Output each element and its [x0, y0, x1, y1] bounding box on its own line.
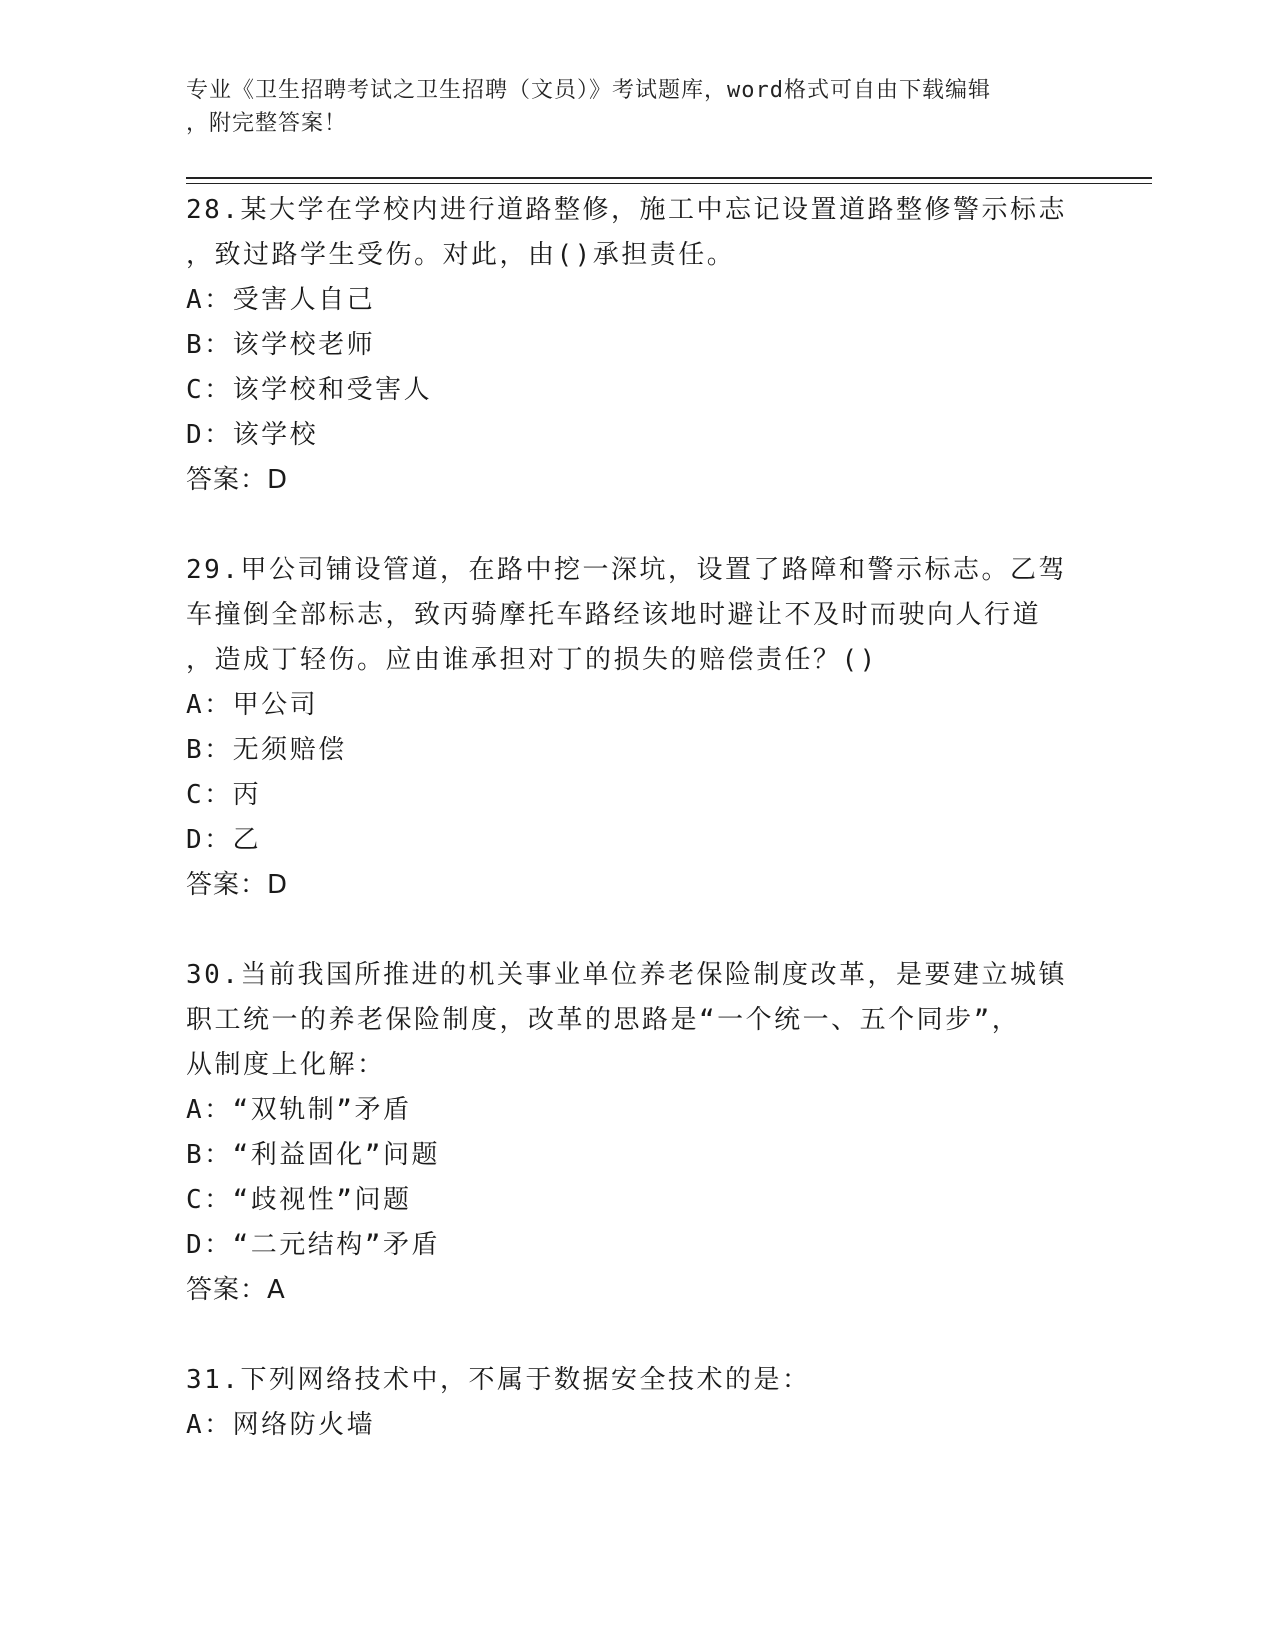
document-header	[186, 74, 1066, 140]
header-rule-thin	[186, 183, 1152, 184]
header-line-1: 专业《卫生招聘考试之卫生招聘（文员）》考试题库，word格式可自由下载编辑	[186, 78, 991, 103]
option-d: D：乙	[186, 825, 262, 855]
option-b: B：“利益固化”问题	[186, 1140, 440, 1170]
option-d: D：该学校	[186, 420, 319, 450]
question-separator	[186, 908, 1086, 953]
question-separator	[186, 1313, 1086, 1358]
option-a: A：网络防火墙	[186, 1410, 376, 1440]
question-30	[186, 953, 1086, 1313]
question-stem-line: 31.下列网络技术中，不属于数据安全技术的是：	[186, 1365, 811, 1395]
question-29	[186, 548, 1086, 908]
option-c: C：该学校和受害人	[186, 375, 433, 405]
option-c: C：丙	[186, 780, 262, 810]
answer-line: 答案：D	[186, 870, 289, 900]
answer-line: 答案：D	[186, 465, 289, 495]
question-stem-line: 30.当前我国所推进的机关事业单位养老保险制度改革，是要建立城镇	[186, 960, 1067, 990]
question-stem-line: ，致过路学生受伤。对此，由()承担责任。	[186, 240, 736, 270]
question-stem-line: 从制度上化解：	[186, 1050, 386, 1080]
option-d: D：“二元结构”矛盾	[186, 1230, 440, 1260]
option-a: A：受害人自己	[186, 285, 376, 315]
question-31	[186, 1358, 1086, 1448]
header-rule-thick	[186, 177, 1152, 179]
option-b: B：无须赔偿	[186, 735, 347, 765]
question-stem-line: 29.甲公司铺设管道，在路中挖一深坑，设置了路障和警示标志。乙驾	[186, 555, 1067, 585]
option-a: A：“双轨制”矛盾	[186, 1095, 412, 1125]
question-list	[186, 188, 1086, 1448]
question-28	[186, 188, 1086, 503]
question-stem-line: 职工统一的养老保险制度，改革的思路是“一个统一、五个同步”，	[186, 1005, 1021, 1035]
question-stem-line: ，造成丁轻伤。应由谁承担对丁的损失的赔偿责任？()	[186, 645, 878, 675]
question-separator	[186, 503, 1086, 548]
answer-line: 答案：A	[186, 1275, 286, 1305]
question-stem-line: 车撞倒全部标志，致丙骑摩托车路经该地时避让不及时而驶向人行道	[186, 600, 1042, 630]
header-line-2: ，附完整答案！	[186, 111, 348, 136]
option-c: C：“歧视性”问题	[186, 1185, 412, 1215]
question-stem-line: 28.某大学在学校内进行道路整修，施工中忘记设置道路整修警示标志	[186, 195, 1067, 225]
option-a: A：甲公司	[186, 690, 319, 720]
option-b: B：该学校老师	[186, 330, 376, 360]
